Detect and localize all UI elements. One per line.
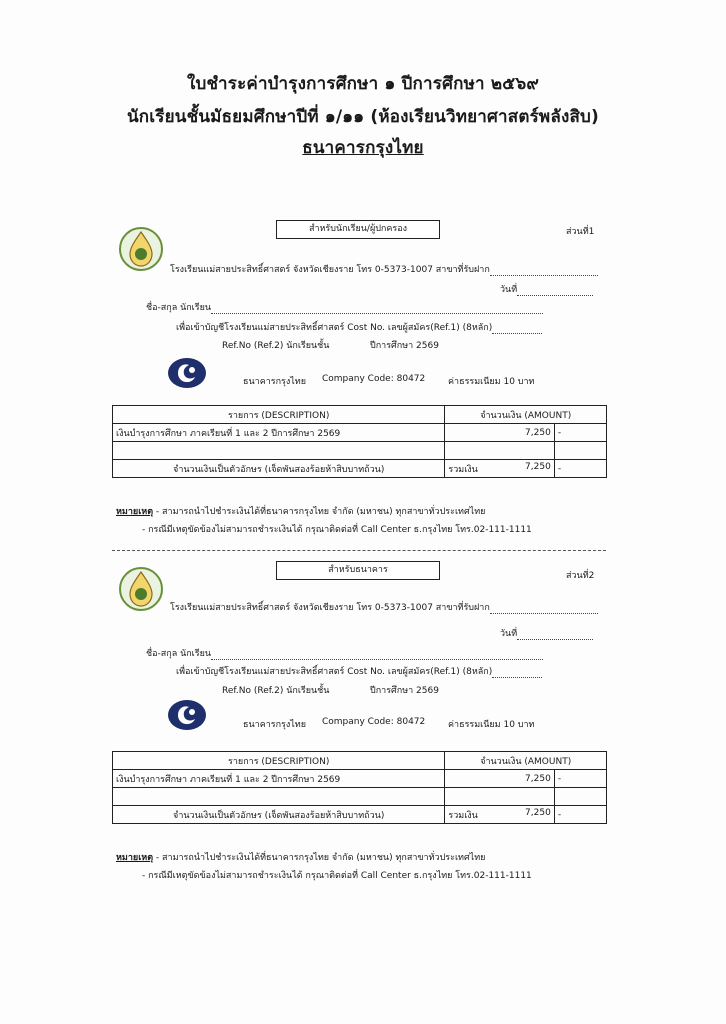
account-ref1-field[interactable]: เพื่อเข้าบัญชีโรงเรียนแม่สายประสิทธิ์ศาสตร์ Cost No. เลขผู้สมัคร(Ref.1) (8หลัก) xyxy=(176,320,542,334)
note-line-2: - กรณีมีเหตุขัดข้องไม่สามารถชำระเงินได้ กรุณาติดต่อที่ Call Center ธ.กรุงไทย โทร.02-111-1111 xyxy=(142,871,532,881)
item-satang: - xyxy=(554,424,606,442)
student-name-field[interactable]: ชื่อ-สกุล นักเรียน xyxy=(146,646,543,660)
bank-name: ธนาคารกรุงไทย xyxy=(243,377,307,387)
part-label: ส่วนที่2 xyxy=(566,571,595,581)
item-amount: 7,250 xyxy=(445,770,554,788)
total-satang: - xyxy=(554,460,606,478)
ktb-bank-logo-icon xyxy=(168,358,206,388)
table-row xyxy=(113,788,607,806)
fee-text: ค่าธรรมเนียม 10 บาท xyxy=(448,720,535,730)
cut-line-divider xyxy=(112,550,606,551)
payment-table xyxy=(112,405,607,478)
academic-year: ปีการศึกษา 2569 xyxy=(370,686,439,696)
total-cell: รวมเงิน 7,250 xyxy=(445,806,554,824)
item-amount: 7,250 xyxy=(445,424,554,442)
col-amount: จำนวนเงิน (AMOUNT) xyxy=(445,752,607,770)
amount-in-words: จำนวนเงินเป็นตัวอักษร (เจ็ดพันสองร้อยห้าสิบบาทถ้วน) xyxy=(113,806,445,824)
note-line-1: หมายเหตุ - สามารถนำไปชำระเงินได้ที่ธนาคารกรุงไทย จำกัด (มหาชน) ทุกสาขาทั่วประเทศไทย xyxy=(116,853,486,863)
school-line: โรงเรียนแม่สายประสิทธิ์ศาสตร์ จังหวัดเชียงราย โทร 0-5373-1007 สาขาที่รับฝาก xyxy=(170,600,598,614)
school-line: โรงเรียนแม่สายประสิทธิ์ศาสตร์ จังหวัดเชียงราย โทร 0-5373-1007 สาขาที่รับฝาก xyxy=(170,262,598,276)
table-row xyxy=(113,424,607,442)
bank-name: ธนาคารกรุงไทย xyxy=(243,720,307,730)
ref2-label: Ref.No (Ref.2) นักเรียนชั้น xyxy=(222,686,330,696)
date-field[interactable]: วันที่ xyxy=(500,626,593,640)
item-description: เงินบำรุงการศึกษา ภาคเรียนที่ 1 และ 2 ปีการศึกษา 2569 xyxy=(113,424,445,442)
note-line-1: หมายเหตุ - สามารถนำไปชำระเงินได้ที่ธนาคารกรุงไทย จำกัด (มหาชน) ทุกสาขาทั่วประเทศไทย xyxy=(116,507,486,517)
school-crest-icon xyxy=(118,566,164,612)
item-description: เงินบำรุงการศึกษา ภาคเรียนที่ 1 และ 2 ปีการศึกษา 2569 xyxy=(113,770,445,788)
col-description: รายการ (DESCRIPTION) xyxy=(113,752,445,770)
school-crest-icon xyxy=(118,226,164,272)
table-row xyxy=(113,770,607,788)
page-subtitle: นักเรียนชั้นมัธยมศึกษาปีที่ ๑/๑๑ (ห้องเรียนวิทยาศาสตร์พลังสิบ) xyxy=(126,107,599,127)
student-name-field[interactable]: ชื่อ-สกุล นักเรียน xyxy=(146,300,543,314)
ktb-bank-logo-icon xyxy=(168,700,206,730)
bank-box-label: สำหรับธนาคาร xyxy=(276,561,440,580)
amount-in-words: จำนวนเงินเป็นตัวอักษร (เจ็ดพันสองร้อยห้าสิบบาทถ้วน) xyxy=(113,460,445,478)
part-label: ส่วนที่1 xyxy=(566,227,595,237)
col-amount: จำนวนเงิน (AMOUNT) xyxy=(445,406,607,424)
table-row xyxy=(113,442,607,460)
account-ref1-field[interactable]: เพื่อเข้าบัญชีโรงเรียนแม่สายประสิทธิ์ศาสตร์ Cost No. เลขผู้สมัคร(Ref.1) (8หลัก) xyxy=(176,664,542,678)
note-line-2: - กรณีมีเหตุขัดข้องไม่สามารถชำระเงินได้ กรุณาติดต่อที่ Call Center ธ.กรุงไทย โทร.02-111-1111 xyxy=(142,525,532,535)
bank-heading: ธนาคารกรุงไทย xyxy=(302,138,424,158)
payment-table xyxy=(112,751,607,824)
date-field[interactable]: วันที่ xyxy=(500,282,593,296)
page-title: ใบชำระค่าบำรุงการศึกษา ๑ ปีการศึกษา ๒๕๖๙ xyxy=(187,74,539,94)
fee-text: ค่าธรรมเนียม 10 บาท xyxy=(448,377,535,387)
col-description: รายการ (DESCRIPTION) xyxy=(113,406,445,424)
item-satang: - xyxy=(554,770,606,788)
student-box-label: สำหรับนักเรียน/ผู้ปกครอง xyxy=(276,220,440,239)
academic-year: ปีการศึกษา 2569 xyxy=(370,341,439,351)
table-row xyxy=(113,460,607,478)
ref2-label: Ref.No (Ref.2) นักเรียนชั้น xyxy=(222,341,330,351)
company-code: Company Code: 80472 xyxy=(322,717,426,727)
table-row xyxy=(113,806,607,824)
total-cell: รวมเงิน 7,250 xyxy=(445,460,554,478)
total-satang: - xyxy=(554,806,606,824)
company-code: Company Code: 80472 xyxy=(322,374,426,384)
